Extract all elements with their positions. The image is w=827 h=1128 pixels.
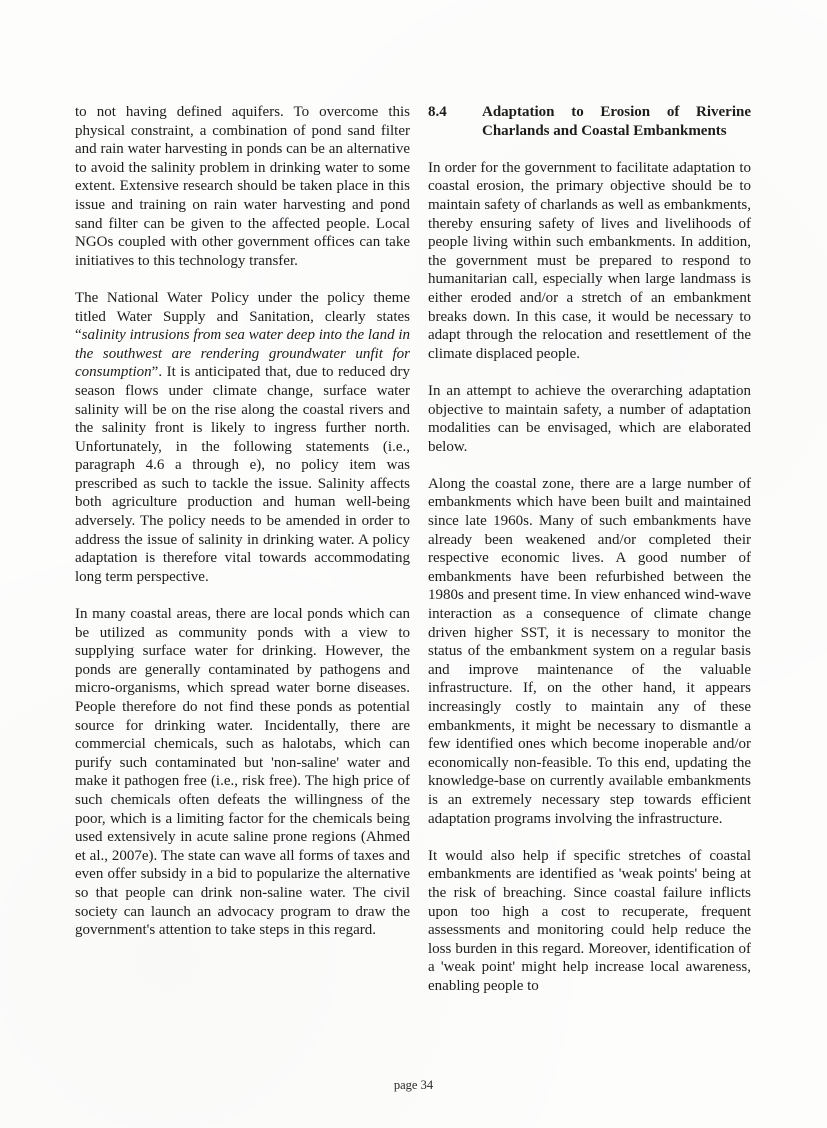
page-number: page 34 <box>393 1078 434 1092</box>
paragraph-text: The National Water Policy under the policy theme titled Water Supply and Sanitation, clearly states “ <box>75 289 410 344</box>
section-number: 8.4 <box>428 104 447 120</box>
left-column <box>75 103 410 940</box>
paragraph: In an attempt to achieve the overarching adaptation objective to maintain safety, a number of adaptation modalities can be envisaged, which are elaborated below. <box>428 382 751 455</box>
paragraph: to not having defined aquifers. To overcome this physical constraint, a combination of pond sand filter and rain water harvesting in ponds can be an alternative to avoid the salinity problem in drinking water to some extent. Extensive research should be taken place in this issue and training on rain water harvesting and pond sand filter can be given to the affected people. Local NGOs coupled with other government offices can take initiatives to this technology transfer. <box>75 104 410 269</box>
paragraph <box>75 289 410 587</box>
section-heading <box>428 103 751 140</box>
paragraph: Along the coastal zone, there are a large number of embankments which have been built and maintained since late 1960s. Many of such embankments have already been weakened and/or completed their respective economic lives. A good number of embankments have been refurbished between the 1980s and present time. In view enhanced wind-wave interaction as a consequence of climate change driven higher SST, it is necessary to monitor the status of the embankment system on a regular basis and improve maintenance of the valuable infrastructure. If, on the other hand, it appears increasingly costly to maintain any of these embankments, it might be necessary to dismantle a few identified ones which become inoperable and/or economically non-feasible. To this end, updating the knowledge-base on currently available embankments is an extremely necessary step towards efficient adaptation programs involving the infrastructure. <box>428 475 751 827</box>
policy-quote-italic: salinity intrusions from sea water deep into the land in the southwest are rendering groundwater unfit for consumption <box>75 327 410 381</box>
paragraph-text: ”. It is anticipated that, due to reduced dry season flows under climate change, surface water salinity will be on the rise along the coastal rivers and the salinity front is likely to ingress further north. Unfortunately, in the following statements (i.e., paragraph 4.6 a through e), no policy item was prescribed as such to tackle the issue. Salinity affects both agriculture production and human well-being adversely. The policy needs to be amended in order to address the issue of salinity in drinking water. A policy adaptation is therefore vital towards accommodating long term perspective. <box>75 364 410 585</box>
right-column <box>428 103 751 996</box>
paragraph: In many coastal areas, there are local ponds which can be utilized as community ponds with a view to supplying surface water for drinking. However, the ponds are generally contaminated by pathogens and micro-organisms, which spread water borne diseases. People therefore do not find these ponds as potential source for drinking water. Incidentally, there are commercial chemicals, such as halotabs, which can purify such contaminated but 'non-saline' water and make it pathogen free (i.e., risk free). The high price of such chemicals often defeats the willingness of the poor, which is a limiting factor for the chemicals being used extensively in acute saline prone regions (Ahmed et al., 2007e). The state can wave all forms of taxes and even offer subsidy in a bid to popularize the alternative so that people can drink non-saline water. The civil society can launch an advocacy program to draw the government's attention to take steps in this regard. <box>75 606 410 939</box>
paragraph: In order for the government to facilitate adaptation to coastal erosion, the primary objective should be to maintain safety of charlands as well as embankments, thereby ensuring safety of lives and livelihoods of people living within such embankments. In addition, the government must be prepared to respond to humanitarian call, especially when large landmass is either eroded and/or a stretch of an embankment breaks down. In this case, it would be necessary to adapt through the relocation and resettlement of the climate displaced people. <box>428 159 751 362</box>
paragraph: It would also help if specific stretches of coastal embankments are identified as 'weak points' being at the risk of breaching. Since coastal failure inflicts upon too high a cost to recuperate, frequent assessments and monitoring could help reduce the loss burden in this regard. Moreover, identification of a 'weak point' might help increase local awareness, enabling people to <box>428 847 751 994</box>
section-title: Adaptation to Erosion of Riverine Charlands and Coastal Embankments <box>482 104 751 139</box>
